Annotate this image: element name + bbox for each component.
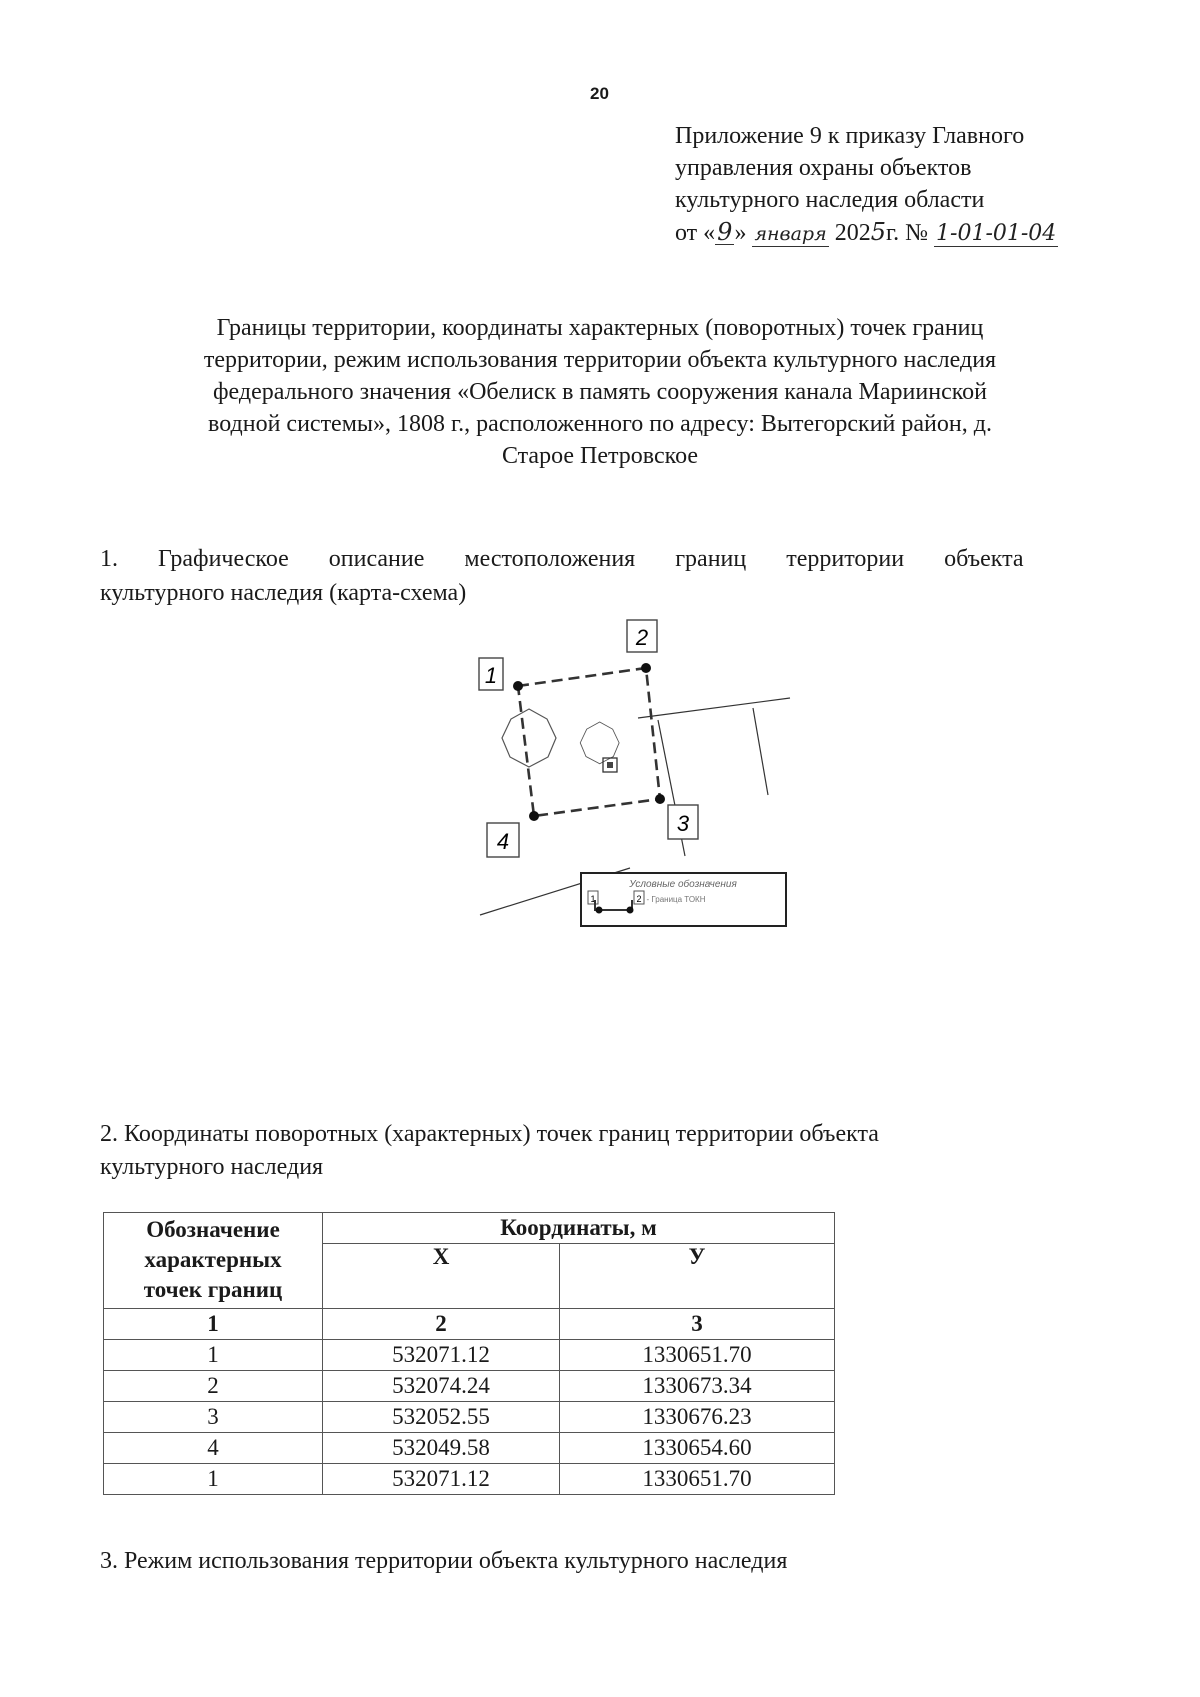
- date-prefix: от «: [675, 220, 716, 246]
- boundary-point-1: [513, 681, 523, 691]
- point-label-3: 3: [676, 811, 690, 836]
- table-row: [104, 1340, 835, 1371]
- cell-y: 1330651.70: [560, 1340, 835, 1371]
- monument-outline: [502, 709, 556, 767]
- table-row: [104, 1371, 835, 1402]
- date-mid: »: [734, 220, 747, 246]
- handwritten-year-digit: 5: [870, 218, 886, 246]
- page-number: 20: [590, 84, 609, 103]
- boundary-point-3: [655, 794, 665, 804]
- table-row: [104, 1433, 835, 1464]
- header-coordinates: Координаты, м: [323, 1213, 835, 1244]
- section-1-line-2: культурного наследия (карта-схема): [100, 580, 467, 606]
- point-label-1: 1: [484, 663, 498, 688]
- legend-dot: [627, 907, 634, 914]
- cell-point: 4: [104, 1433, 323, 1464]
- legend-point-2: 2: [636, 894, 642, 904]
- cell-y: 1330654.60: [560, 1433, 835, 1464]
- appendix-line-1: Приложение 9 к приказу Главного: [675, 123, 1025, 149]
- title-line-1: Границы территории, координаты характерных (поворотных) точек границ: [216, 315, 984, 341]
- column-number: 1: [104, 1309, 323, 1340]
- section-1-line-1: 1. Графическое описание местоположения границ территории объекта: [100, 546, 1024, 572]
- cell-point: 1: [104, 1340, 323, 1371]
- boundary-map: [470, 625, 800, 965]
- appendix-block: [675, 120, 1155, 249]
- road-line: [753, 708, 768, 795]
- road-line: [638, 698, 790, 718]
- section-1-heading: [100, 542, 1108, 610]
- cell-x: 532049.58: [323, 1433, 560, 1464]
- year-prefix: 202: [834, 220, 871, 246]
- cell-point: 1: [104, 1464, 323, 1495]
- section-2-heading: [100, 1118, 1100, 1184]
- section-2-line-2: культурного наследия: [100, 1154, 324, 1180]
- obelisk-core: [607, 762, 613, 768]
- cell-x: 532071.12: [323, 1464, 560, 1495]
- cell-point: 2: [104, 1371, 323, 1402]
- year-suffix: г. №: [885, 220, 929, 246]
- appendix-date-line: [675, 216, 1155, 249]
- column-number: 2: [323, 1309, 560, 1340]
- document-title: [110, 312, 1090, 472]
- title-line-4: водной системы», 1808 г., расположенного по адресу: Вытегорский район, д.: [208, 411, 992, 437]
- header-y: У: [560, 1244, 835, 1309]
- territory-boundary: [518, 668, 660, 816]
- legend-caption: - Граница ТОКН: [646, 895, 706, 904]
- header-designation-line-2: характерных: [144, 1247, 282, 1272]
- cell-x: 532071.12: [323, 1340, 560, 1371]
- legend-point-1: 1: [590, 894, 596, 904]
- point-label-4: 4: [496, 829, 510, 854]
- header-designation-line-1: Обозначение: [146, 1217, 280, 1242]
- header-designation-line-3: точек границ: [143, 1277, 283, 1302]
- handwritten-day: 9: [717, 218, 733, 246]
- section-3-heading: 3. Режим использования территории объекта культурного наследия: [100, 1548, 788, 1574]
- boundary-point-4: [529, 811, 539, 821]
- table-row: [104, 1402, 835, 1433]
- title-line-5: Старое Петровское: [501, 443, 699, 469]
- boundary-point-2: [641, 663, 651, 673]
- header-x: X: [323, 1244, 560, 1309]
- cell-point: 3: [104, 1402, 323, 1433]
- title-line-2: территории, режим использования территории объекта культурного наследия: [203, 347, 997, 373]
- cell-y: 1330651.70: [560, 1464, 835, 1495]
- cell-x: 532074.24: [323, 1371, 560, 1402]
- title-line-3: федерального значения «Обелиск в память сооружения канала Мариинской: [213, 379, 987, 405]
- cell-y: 1330676.23: [560, 1402, 835, 1433]
- point-label-2: 2: [635, 625, 649, 650]
- header-designation: [104, 1213, 323, 1309]
- cell-y: 1330673.34: [560, 1371, 835, 1402]
- legend-title: Условные обозначения: [629, 879, 737, 890]
- appendix-line-2: управления охраны объектов: [675, 155, 972, 181]
- cell-x: 532052.55: [323, 1402, 560, 1433]
- handwritten-order-number: 1-01-01-04: [936, 221, 1057, 246]
- column-number: 3: [560, 1309, 835, 1340]
- section-2-line-1: 2. Координаты поворотных (характерных) точек границ территории объекта: [100, 1121, 879, 1147]
- table-row: [104, 1464, 835, 1495]
- legend-dot: [596, 907, 603, 914]
- handwritten-month: января: [754, 223, 827, 245]
- appendix-line-3: культурного наследия области: [675, 187, 985, 213]
- coordinates-table: [103, 1212, 835, 1495]
